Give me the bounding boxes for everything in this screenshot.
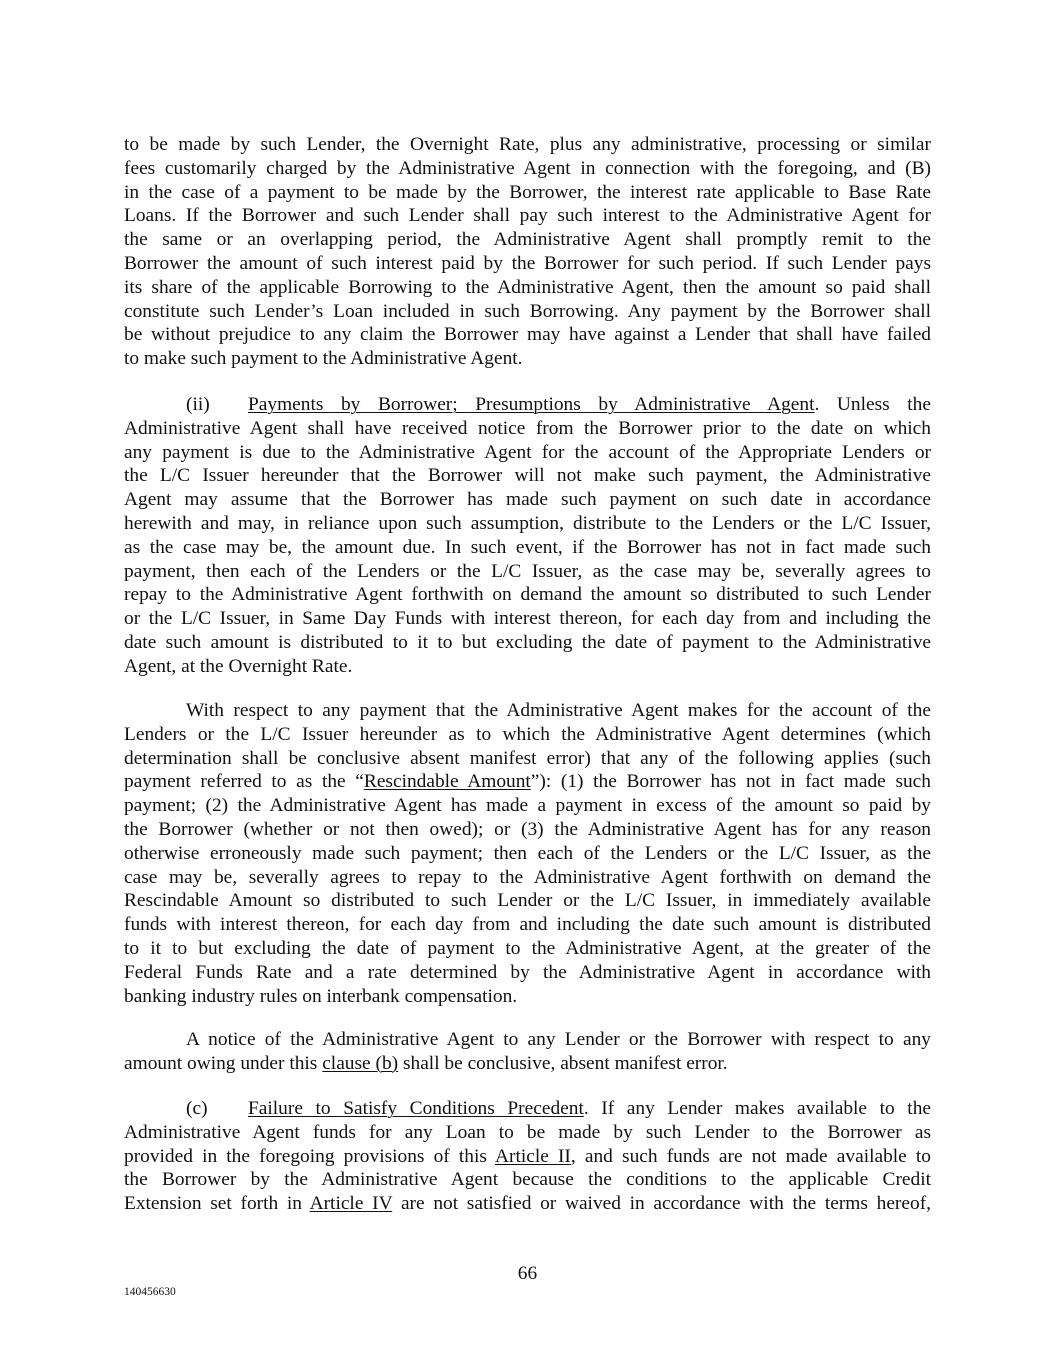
text-line: be without prejudice to any claim the Borrower may have against a Lender that shall have failed [124,324,931,346]
defined-term: Rescindable Amount [363,771,531,793]
text-line [124,1145,931,1169]
text-fragment: are not satisfied or waived in accordance with the terms hereof, [392,1193,931,1215]
page-number: 66 [517,1263,538,1284]
text-fragment: amount owing under this [124,1052,323,1074]
text-fragment: . Unless the [814,394,931,415]
text-fragment: ”): (1) the Borrower has not in fact made such [530,771,931,793]
text-line [124,1192,931,1216]
text-line: Borrower the amount of such interest paid by the Borrower for such period. If such Lender pays [124,252,931,274]
text-line: constitute such Lender’s Loan included in such Borrowing. Any payment by the Borrower shall [124,300,931,322]
paragraph-notice [124,1028,931,1076]
text-fragment: , and such funds are not made available to [570,1145,932,1167]
text-line: to be made by such Lender, the Overnight Rate, plus any administrative, processing or similar [124,134,931,155]
document-id: 140456630 [124,1286,176,1298]
text-line: herewith and may, in reliance upon such assumption, distribute to the Lenders or the L/C Issuer, [124,512,931,534]
text-line: funds with interest thereon, for each day from and including the date such amount is distributed [124,914,931,936]
cross-reference-clause-b: clause (b) [322,1052,399,1074]
cross-reference-article-ii: Article II [494,1145,571,1167]
text-line: otherwise erroneously made such payment; then each of the Lenders or the L/C Issuer, as the [124,842,931,864]
text-fragment: payment referred to as the “ [124,771,364,793]
text-line: the Borrower (whether or not then owed); or (3) the Administrative Agent has for any reason [124,818,931,840]
paragraph-clause-ii [124,393,931,679]
text-line [124,1028,931,1052]
text-line [124,770,931,794]
cross-reference-article-iv: Article IV [309,1193,393,1215]
text-fragment: provided in the foregoing provisions of this [124,1145,495,1167]
text-line: the Borrower by the Administrative Agent because the conditions to the applicable Credit [124,1169,931,1191]
clause-heading: Payments by Borrower; Presumptions by Administrative Agent [248,394,815,415]
text-line: Administrative Agent shall have received notice from the Borrower prior to the date on which [124,417,931,439]
text-line: payment, then each of the Lenders or the L/C Issuer, as the case may be, severally agrees to [124,560,931,582]
text-line: Administrative Agent funds for any Loan to be made by such Lender to the Borrower as [124,1121,931,1143]
clause-heading-line [124,393,931,417]
clause-heading: Failure to Satisfy Conditions Precedent [248,1098,584,1119]
text-line: to it to but excluding the date of payment to the Administrative Agent, at the greater of the [124,937,931,959]
text-line: the L/C Issuer hereunder that the Borrower will not make such payment, the Administrative [124,465,931,487]
text-line: Federal Funds Rate and a rate determined by the Administrative Agent in accordance with [124,961,931,983]
text-line: any payment is due to the Administrative Agent for the account of the Appropriate Lenders or [124,441,931,463]
paragraph-continuation [124,133,931,371]
clause-label: (c) [186,1098,208,1119]
text-line: fees customarily charged by the Administrative Agent in connection with the foregoing, and (B) [124,157,931,179]
text-fragment: . If any Lender makes available to the [583,1098,931,1119]
text-line: or the L/C Issuer, in Same Day Funds with interest thereon, for each day from and including the [124,608,931,630]
clause-heading-line [124,1097,931,1121]
text-line: determination shall be conclusive absent manifest error) that any of the following applies (such [124,747,931,769]
text-line [124,1052,931,1076]
text-line [124,699,931,723]
text-line: Agent, at the Overnight Rate. [124,655,353,677]
text-line: as the case may be, the amount due. In such event, if the Borrower has not in fact made such [124,536,931,558]
text-line: Rescindable Amount so distributed to such Lender or the L/C Issuer, in immediately available [124,890,931,912]
text-line: Lenders or the L/C Issuer hereunder as to which the Administrative Agent determines (which [124,723,931,745]
text-line: banking industry rules on interbank compensation. [124,985,518,1007]
text-fragment: Extension set forth in [124,1193,310,1215]
paragraph-rescindable-amount [124,699,931,1008]
text-line: case may be, severally agrees to repay to the Administrative Agent forthwith on demand the [124,866,931,888]
clause-label: (ii) [186,394,210,415]
text-line: its share of the applicable Borrowing to the Administrative Agent, then the amount so paid shall [124,276,931,298]
text-line: date such amount is distributed to it to but excluding the date of payment to the Administrative [124,631,931,653]
text-fragment: A notice of the Administrative Agent to any Lender or the Borrower with respect to any [186,1029,931,1050]
text-line: Agent may assume that the Borrower has made such payment on such date in accordance [124,489,931,511]
text-line: repay to the Administrative Agent forthwith on demand the amount so distributed to such Lender [124,584,931,606]
text-line: payment; (2) the Administrative Agent has made a payment in excess of the amount so paid by [124,795,931,817]
text-line: Loans. If the Borrower and such Lender shall pay such interest to the Administrative Agent for [124,205,931,227]
text-fragment: shall be conclusive, absent manifest error. [398,1052,728,1074]
text-line: in the case of a payment to be made by the Borrower, the interest rate applicable to Base Rate [124,181,931,203]
text-line: the same or an overlapping period, the Administrative Agent shall promptly remit to the [124,229,931,251]
text-fragment: With respect to any payment that the Administrative Agent makes for the account of the [186,700,931,721]
paragraph-clause-c [124,1097,931,1216]
text-line: to make such payment to the Administrative Agent. [124,348,523,370]
